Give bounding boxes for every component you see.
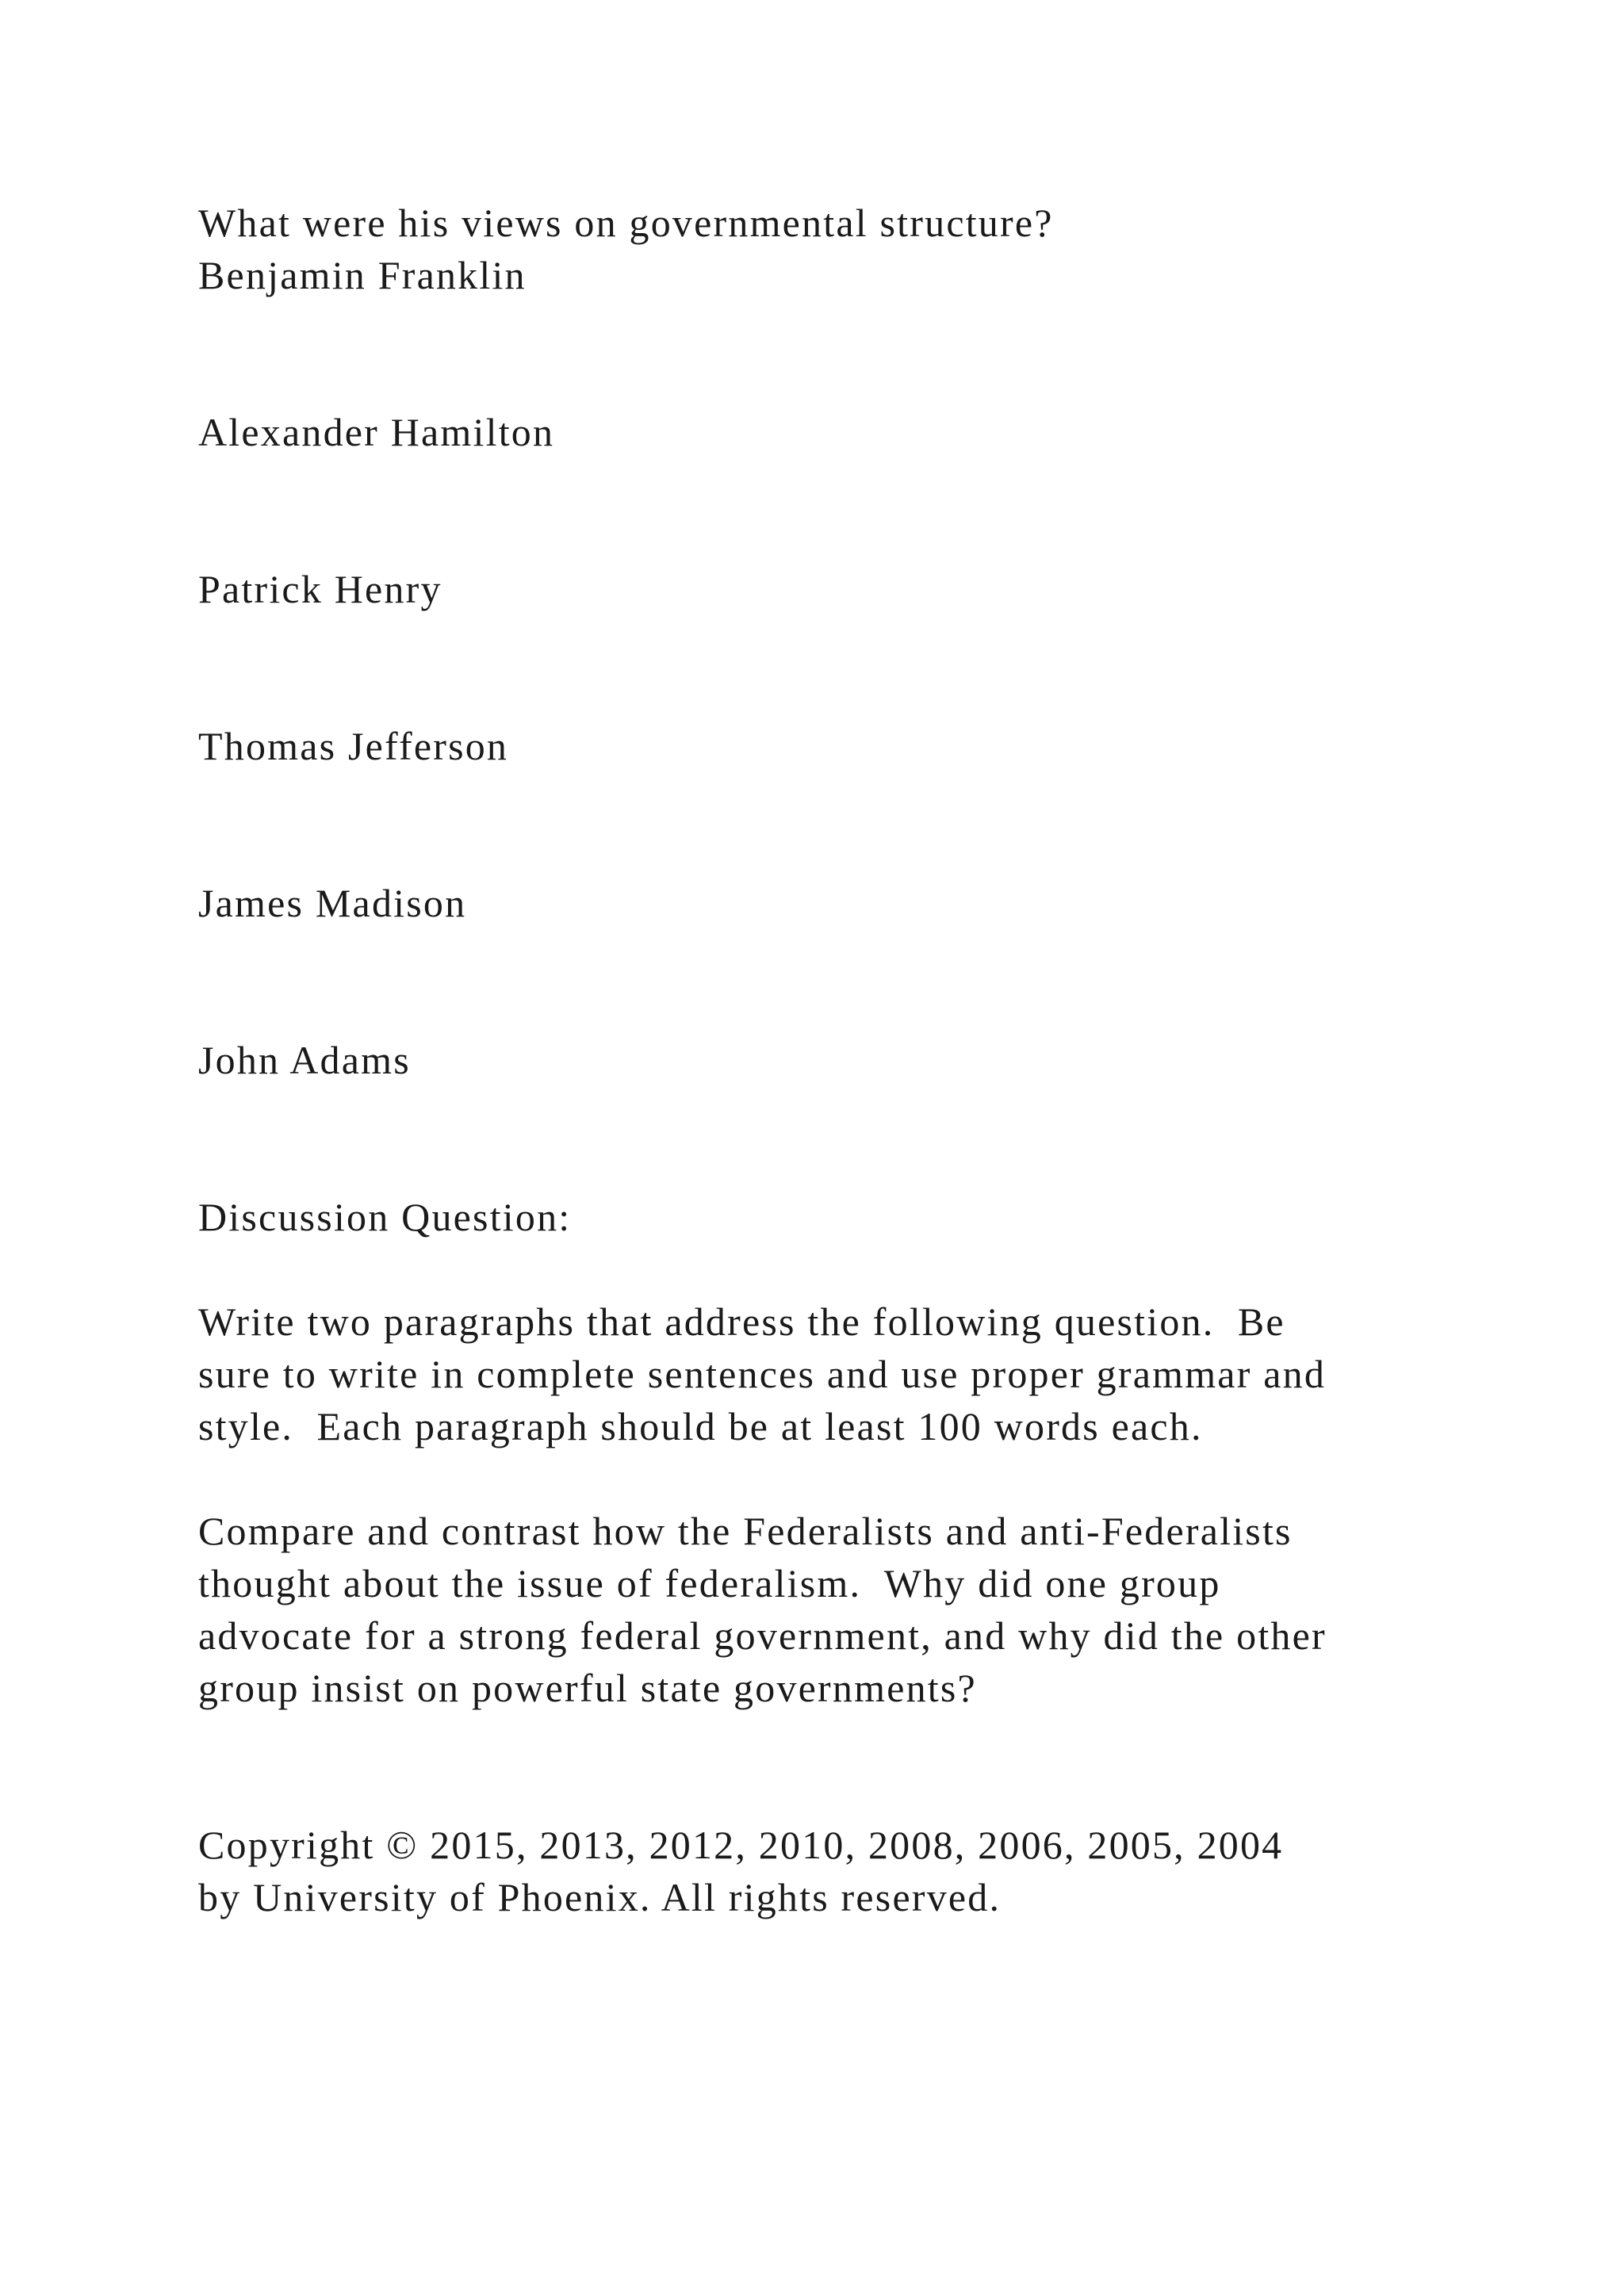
intro-question: What were his views on governmental structure?	[198, 201, 1054, 245]
copyright-line-2: by University of Phoenix. All rights reserved.	[198, 1875, 1002, 1919]
discussion-heading: Discussion Question:	[198, 1195, 572, 1239]
question-line-3: advocate for a strong federal government, and why did the other	[198, 1613, 1327, 1658]
instructions-line-2: sure to write in complete sentences and use proper grammar and	[198, 1352, 1327, 1396]
name-thomas-jefferson: Thomas Jefferson	[198, 724, 509, 768]
name-patrick-henry: Patrick Henry	[198, 567, 442, 611]
copyright-line-1: Copyright © 2015, 2013, 2012, 2010, 2008, 2006, 2005, 2004	[198, 1823, 1284, 1867]
name-james-madison: James Madison	[198, 881, 467, 925]
instructions-line-1: Write two paragraphs that address the following question. Be	[198, 1299, 1285, 1344]
question-line-2: thought about the issue of federalism. Why did one group	[198, 1561, 1221, 1605]
question-line-1: Compare and contrast how the Federalists and anti-Federalists	[198, 1509, 1293, 1553]
name-benjamin-franklin: Benjamin Franklin	[198, 253, 527, 297]
instructions-line-3: style. Each paragraph should be at least 100 words each.	[198, 1404, 1203, 1448]
name-john-adams: John Adams	[198, 1038, 411, 1082]
name-alexander-hamilton: Alexander Hamilton	[198, 410, 555, 454]
question-line-4: group insist on powerful state governments?	[198, 1666, 977, 1710]
